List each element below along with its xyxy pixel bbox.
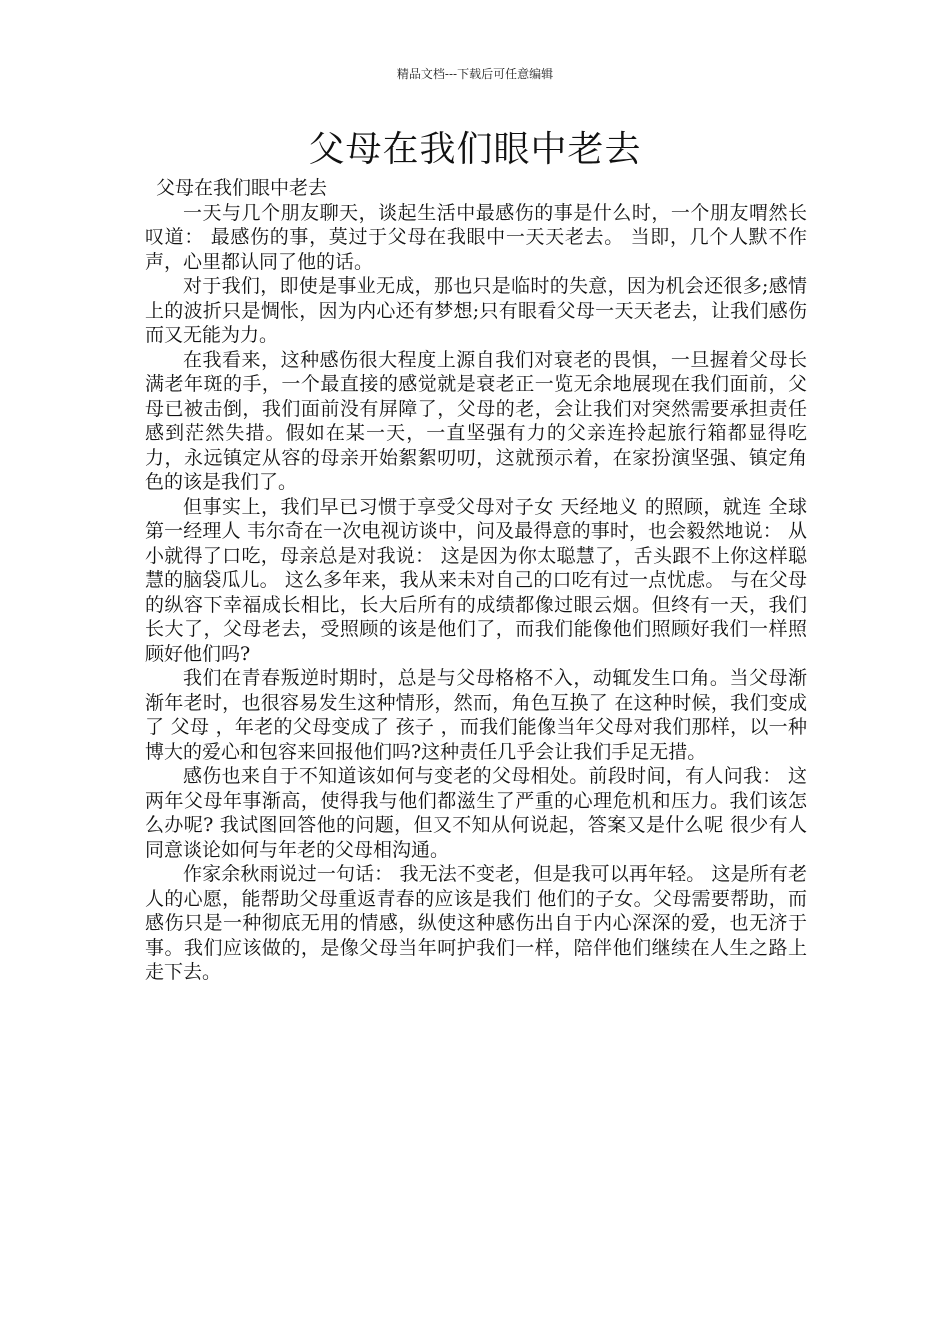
document-body [145, 176, 807, 985]
document-title: 父母在我们眼中老去 [308, 129, 642, 170]
paragraph: 在我看来，这种感伤很大程度上源自我们对衰老的畏惧，一旦握着父母长满老年斑的手，一个最直接的感觉就是衰老正一览无余地展现在我们面前，父母已被击倒，我们面前没有屏障了，父母的老，会让我们对突然需要承担责任感到茫然失措。假如在某一天，一直坚强有力的父亲连拎起旅行箱都显得吃力，永远镇定从容的母亲开始絮絮叨叨，这就预示着，在家扮演坚强、镇定角色的该是我们了。 [145, 348, 807, 493]
paragraph: 我们在青春叛逆时期时，总是与父母格格不入，动辄发生口角。当父母渐渐年老时，也很容易发生这种情形，然而，角色互换了 在这种时候，我们变成了 父母 ，年老的父母变成了 孩子 ，而我们能像当年父母对我们那样，以一种博大的爱心和包容来回报他们吗?这种责任几乎会让我们手足无措。 [145, 667, 807, 763]
paragraph: 一天与几个朋友聊天，谈起生活中最感伤的事是什么时，一个朋友喟然长叹道： 最感伤的事，莫过于父母在我眼中一天天老去。 当即，几个人默不作声，心里都认同了他的话。 [145, 201, 807, 273]
paragraph: 作家余秋雨说过一句话： 我无法不变老，但是我可以再年轻。 这是所有老人的心愿，能帮助父母重返青春的应该是我们 他们的子女。父母需要帮助，而感伤只是一种彻底无用的情感，纵使这种感伤出自于内心深深的爱，也无济于事。我们应该做的，是像父母当年呵护我们一样，陪伴他们继续在人生之路上走下去。 [145, 863, 807, 983]
paragraph: 感伤也来自于不知道该如何与变老的父母相处。前段时间，有人问我： 这两年父母年事渐高，使得我与他们都滋生了严重的心理危机和压力。我们该怎么办呢? 我试图回答他的问题，但又不知从何说起，答案又是什么呢 很少有人同意谈论如何与年老的父母相沟通。 [145, 765, 807, 861]
paragraph: 但事实上，我们早已习惯于享受父母对子女 天经地义 的照顾，就连 全球第一经理人 韦尔奇在一次电视访谈中，问及最得意的事时，也会毅然地说： 从小就得了口吃，母亲总是对我说： 这是因为你太聪慧了，舌头跟不上你这样聪慧的脑袋瓜儿。 这么多年来，我从来未对自己的口吃有过一点忧虑。 与在父母的纵容下幸福成长相比，长大后所有的成绩都像过眼云烟。但终有一天，我们长大了，父母老去，受照顾的该是他们了，而我们能像他们照顾好我们一样照顾好他们吗? [145, 495, 807, 665]
paragraph: 对于我们，即使是事业无成，那也只是临时的失意，因为机会还很多;感情上的波折只是惆怅，因为内心还有梦想;只有眼看父母一天天老去，让我们感伤而又无能为力。 [145, 275, 807, 346]
page-header: 精品文档---下载后可任意编辑 [396, 67, 554, 81]
document-subtitle: 父母在我们眼中老去 [156, 177, 328, 199]
